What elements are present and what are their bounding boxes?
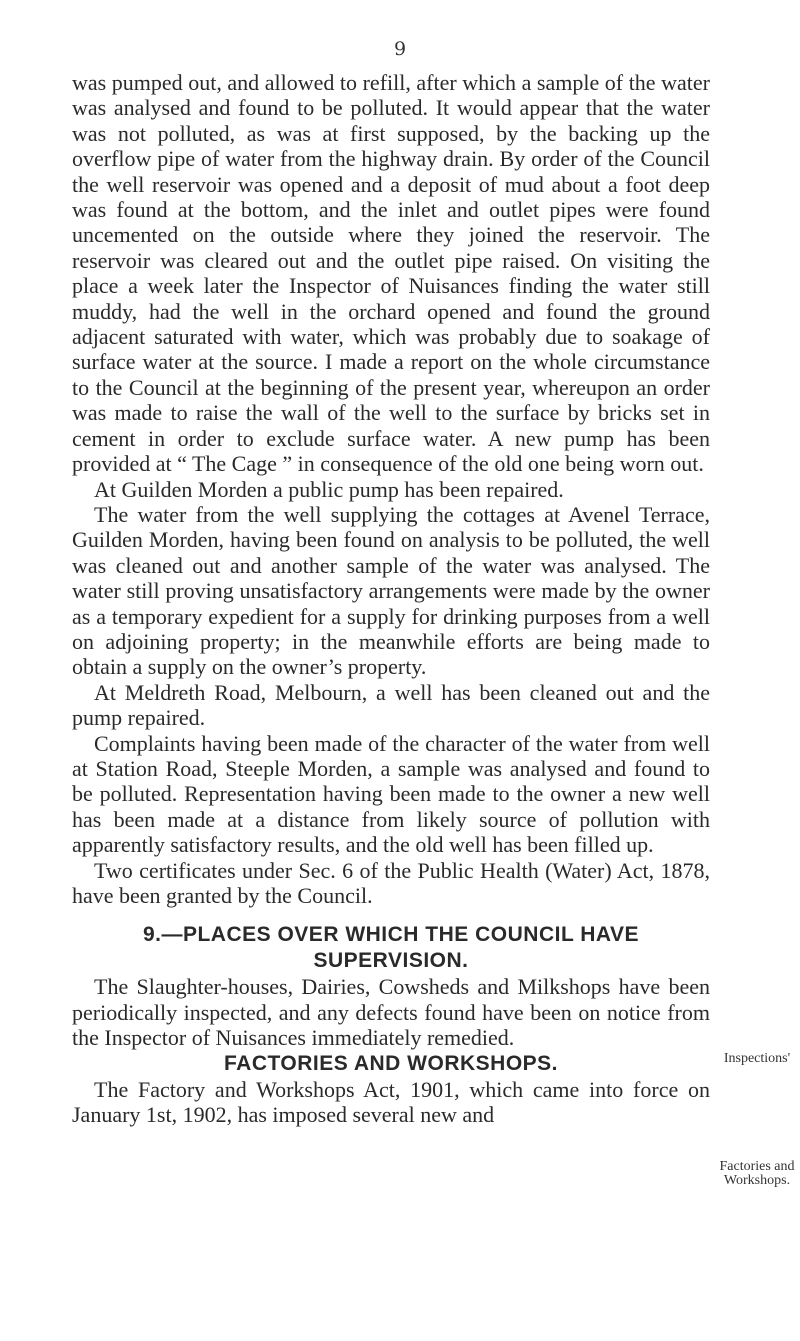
paragraph-factories: The Factory and Workshops Act, 1901, which came into force on January 1st, 1902, has imposed several new and [72, 1076, 710, 1128]
paragraph-well-pumped: was pumped out, and allowed to refill, after which a sample of the water was analysed and found to be polluted. It would appear that the water was not polluted, as was at first supposed, by the backing up the overflow pipe of water from the highway drain. By order of the Council the well reservoir was opened and a deposit of mud about a foot deep was found at the bottom, and the inlet and outlet pipes were found uncemented on the outside where they joined the reservoir. The reservoir was cleared out and the outlet pipe raised. On visiting the place a week later the Inspector of Nuisances finding the water still muddy, had the well in the orchard opened and found the ground adjacent saturated with water, which was probably due to soakage of surface water at the source. I made a report on the whole circumstance to the Council at the beginning of the present year, whereupon an order was made to raise the wall of the well to the surface by bricks set in cement in order to exclude surface water. A new pump has been provided at “ The Cage ” in consequence of the old one being worn out. [72, 70, 710, 477]
page-number: 9 [393, 38, 407, 60]
document-body [72, 70, 710, 1127]
paragraph-avenel-terrace: The water from the well supplying the cottages at Avenel Terrace, Guilden Morden, having been found on analysis to be polluted, the well was cleaned out and another sample of the water was analysed. The water still proving unsatisfactory arrangements were made by the owner as a temporary expedient for a supply for drinking purposes from a well on adjoining property; in the meanwhile efforts are being made to obtain a supply on the owner’s property. [72, 501, 710, 680]
section-heading-places: 9.—PLACES OVER WHICH THE COUNCIL HAVE SUPERVISION. [142, 923, 640, 973]
paragraph-certificates: Two certificates under Sec. 6 of the Public Health (Water) Act, 1878, have been granted by the Council. [72, 857, 710, 908]
paragraph-meldreth-road: At Meldreth Road, Melbourn, a well has been cleaned out and the pump repaired. [72, 679, 710, 731]
section-heading-factories: FACTORIES AND WORKSHOPS. [223, 1051, 559, 1075]
margin-note-inspections: Inspections' [723, 1051, 791, 1066]
paragraph-inspections: The Slaughter-houses, Dairies, Cowsheds and Milkshops have been periodically inspected, and any defects found have been on notice from the Inspector of Nuisances immediately remedied. [72, 974, 710, 1051]
paragraph-guilden-morden-pump: At Guilden Morden a public pump has been repaired. [94, 476, 564, 502]
paragraph-station-road: Complaints having been made of the character of the water from well at Station Road, Steeple Morden, a sample was analysed and found to be polluted. Representation having been made to the owner a new well has been made at a distance from likely source of pollution with apparently satisfactory results, and the old well has been filled up. [72, 730, 710, 858]
margin-note-factories: Factories and Workshops. [719, 1159, 795, 1188]
